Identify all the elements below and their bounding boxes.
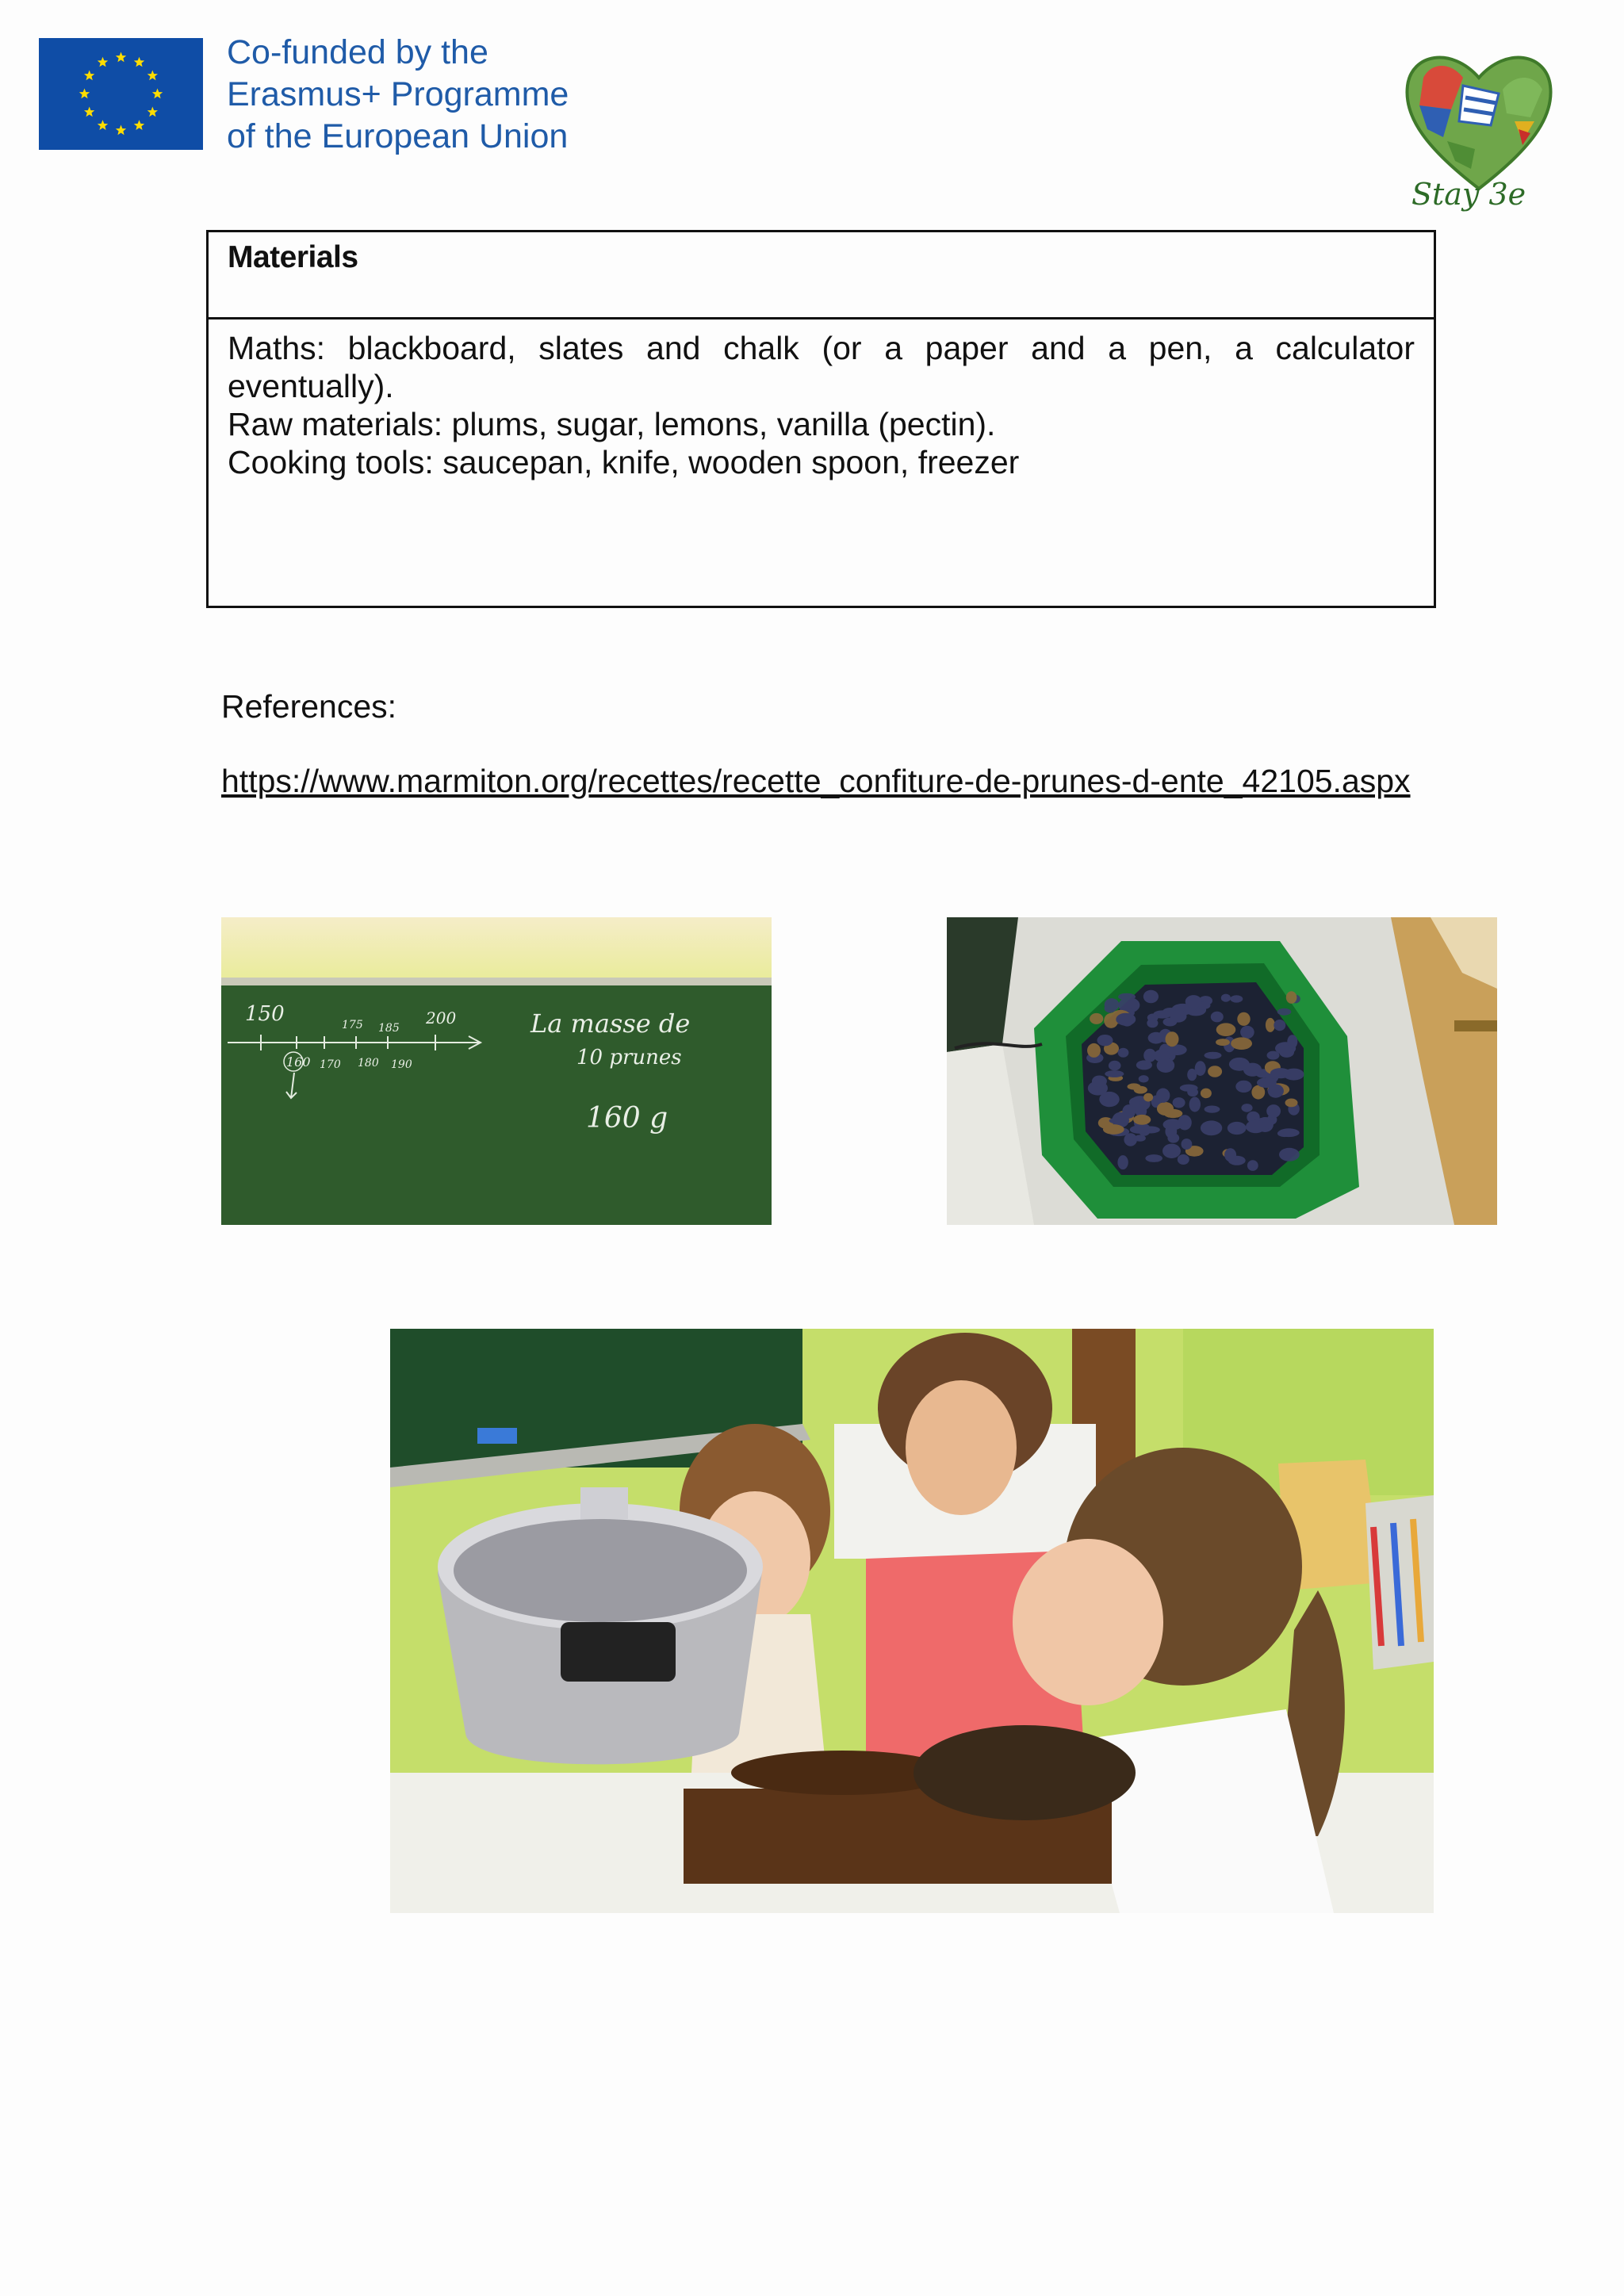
children-weighing-photo: [390, 1329, 1434, 1913]
plum-shape: [1173, 1097, 1185, 1108]
plum-shape: [1224, 1148, 1236, 1161]
plum-shape: [1180, 1085, 1198, 1092]
plum-shape: [1145, 1154, 1162, 1162]
blackboard-caption-2: 10 prunes: [576, 1046, 682, 1070]
plum-shape: [1162, 1144, 1181, 1158]
plum-shape: [1216, 1023, 1236, 1036]
plum-shape: [1166, 1031, 1179, 1047]
plum-shape: [1286, 991, 1297, 1004]
plum-shape: [1229, 1058, 1250, 1071]
plum-shape: [1205, 1052, 1222, 1059]
plum-shape: [1274, 1020, 1285, 1031]
plum-shape: [1090, 1013, 1103, 1024]
plum-shape: [1187, 1069, 1197, 1081]
plum-shape: [1201, 1120, 1222, 1135]
plum-shape: [1278, 1128, 1300, 1137]
scale-label-200: 200: [426, 1008, 457, 1027]
project-heart-logo: [1396, 30, 1562, 212]
plum-shape: [1139, 1075, 1149, 1082]
plum-shape: [1124, 1133, 1137, 1146]
plum-shape: [1116, 1013, 1136, 1026]
funding-line-1: Co-funded by the: [227, 33, 488, 71]
materials-table: [206, 230, 1436, 608]
plum-shape: [1157, 1102, 1174, 1115]
blackboard-result: 160 g: [586, 1102, 668, 1135]
scale-label-170: 170: [320, 1058, 341, 1071]
plum-shape: [1157, 1058, 1175, 1073]
plum-shape: [1257, 1077, 1277, 1088]
plum-shape: [1205, 1106, 1220, 1113]
plum-shape: [1287, 1035, 1297, 1048]
plum-shape: [1165, 1124, 1177, 1138]
scale-label-190: 190: [391, 1058, 412, 1071]
materials-line-raw: Raw materials: plums, sugar, lemons, vanilla (pectin).: [228, 406, 996, 442]
plum-shape: [1230, 995, 1243, 1002]
blackboard-photo: [221, 917, 772, 1225]
plum-shape: [1241, 1104, 1252, 1112]
plum-shape: [1130, 1126, 1148, 1134]
plum-shape: [1201, 1089, 1212, 1099]
plum-shape: [1189, 1097, 1201, 1112]
plum-shape: [1156, 1089, 1170, 1103]
plum-shape: [1185, 995, 1202, 1008]
plum-shape: [1129, 1098, 1140, 1108]
plum-shape: [1109, 1061, 1121, 1071]
plum-shape: [1279, 1148, 1300, 1161]
plum-shape: [1099, 1092, 1119, 1107]
plum-shape: [1143, 990, 1159, 1004]
scale-label-160: 160: [286, 1054, 311, 1070]
plum-shape: [1118, 993, 1136, 1001]
plum-shape: [1211, 1012, 1224, 1023]
plum-shape: [1266, 1104, 1281, 1118]
plum-shape: [1277, 1008, 1292, 1016]
plum-shape: [1178, 1154, 1189, 1165]
plum-shape: [1240, 1026, 1254, 1039]
plum-shape: [1092, 1076, 1107, 1088]
plum-shape: [1148, 1032, 1164, 1044]
funding-statement: [227, 32, 569, 158]
funding-line-3: of the European Union: [227, 117, 569, 155]
references-label: References:: [221, 688, 397, 725]
eu-flag-logo: [39, 38, 203, 150]
plum-shape: [1097, 1035, 1113, 1046]
eu-stars-icon: [39, 38, 203, 150]
plum-shape: [1266, 1018, 1275, 1032]
plum-shape: [1221, 994, 1231, 1002]
plum-shape: [1182, 1138, 1193, 1150]
materials-body: [209, 320, 1434, 491]
reference-link[interactable]: https://www.marmiton.org/recettes/recette_confiture-de-prunes-d-ente_42105.aspx: [221, 763, 1411, 799]
plum-shape: [1105, 1070, 1124, 1077]
plum-shape: [1237, 1012, 1250, 1026]
plum-shape: [1247, 1160, 1258, 1171]
materials-line-tools: Cooking tools: saucepan, knife, wooden spoon, freezer: [228, 444, 1020, 480]
plum-shape: [1208, 1066, 1222, 1077]
scale-label-185: 185: [378, 1022, 400, 1035]
plum-shape: [1143, 1093, 1153, 1102]
plum-shape: [1128, 1083, 1141, 1089]
plum-shape: [1147, 1019, 1158, 1028]
plum-shape: [1216, 1039, 1230, 1046]
plum-shape: [1118, 1048, 1129, 1058]
materials-line-maths: Maths: blackboard, slates and chalk (or a paper and a pen, a calculator eventually).: [228, 330, 1415, 404]
plum-shape: [1246, 1120, 1266, 1133]
plum-shape: [1285, 1099, 1298, 1108]
plum-shape: [1235, 1081, 1251, 1093]
project-logo-text: Stay 3e: [1411, 177, 1526, 212]
plum-shape: [1087, 1043, 1101, 1058]
plum-shape: [1270, 1068, 1291, 1078]
scale-label-175: 175: [342, 1019, 363, 1031]
plum-shape: [1103, 1124, 1124, 1135]
plum-shape: [1133, 1115, 1151, 1125]
plum-shape: [1170, 1010, 1186, 1023]
plums-tub-photo: [947, 917, 1497, 1225]
materials-heading: Materials: [209, 232, 1434, 320]
plum-shape: [1117, 1155, 1128, 1169]
plum-shape: [1231, 1037, 1252, 1050]
plum-shape: [1228, 1122, 1247, 1135]
funding-line-2: Erasmus+ Programme: [227, 75, 569, 113]
scale-label-180: 180: [358, 1057, 379, 1070]
blackboard-caption-1: La masse de: [530, 1008, 691, 1039]
scale-label-150: 150: [245, 1002, 285, 1026]
